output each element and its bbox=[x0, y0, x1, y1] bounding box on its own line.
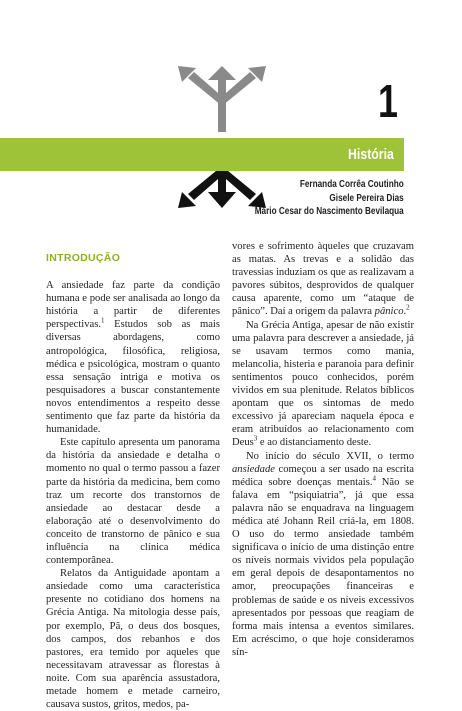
paragraph: No início do século XVII, o termo ansiedade começou a ser usado na escrita médica sobre doenças mentais.$^4$ Não se falava em “psiquiatria”, já que essa palavra não se enquadrava na linguagem médica até Johann Reil criá-la, em 1808. O uso do termo ansiedade também significava o início de uma distinção entre os níveis normais vividos pela população em geral depois de desapontamentos no amor, preocupações financeiras e problemas de saúde e os níveis excessivos apresentados por pessoas que reagiam de forma mais intensa a eventos similares. Em acréscimo, o que hoje consideramos sín- bbox=[232, 450, 414, 658]
left-column bbox=[46, 252, 220, 711]
author-name: Gisele Pereira Dias bbox=[329, 192, 404, 204]
chapter-title: História bbox=[348, 146, 394, 163]
paragraph: Na Grécia Antiga, apesar de não existir uma palavra para descrever a ansiedade, já se usavam termos como mania, melancolia, histeria e paranoia para definir sentimentos pouco conhecidos, porém vividos em sua plenitude. Relatos bíblicos apontam que os sintomas de medo excessivo já apareciam naquela época e eram atribuídos ao relacionamento com Deus$^3$ e ao distanciamento deste. bbox=[232, 319, 414, 449]
section-heading: INTRODUÇÃO bbox=[46, 252, 121, 264]
authors-list bbox=[222, 178, 404, 219]
paragraph: Relatos da Antiguidade apontam a ansiedade como uma característica presente no cotidiano dos homens na Grécia Antiga. Na mitologia desse país, por exemplo, Pã, o deus dos bosques, dos campos, dos rebanhos e dos pastores, era temido por aqueles que necessitavam atravessar as florestas à noite. Com sua aparência assustadora, metade homem e metade carneiro, causava sustos, gritos, medos, pa- bbox=[46, 568, 220, 711]
right-column bbox=[232, 240, 414, 659]
author-name: Mário Cesar do Nascimento Bevilaqua bbox=[254, 206, 404, 218]
author-name: Fernanda Corrêa Coutinho bbox=[300, 179, 404, 190]
chapter-number: 1 bbox=[378, 75, 398, 127]
paragraph: A ansiedade faz parte da condição humana e pode ser analisada ao longo da história a partir de diferentes perspectivas.$^1$ Estudos sob as mais diversas abordagens, como antropológica, filosófica, religiosa, médica e psicológica, mostram o quanto essa sensação intriga e motiva os pesquisadores a buscar constantemente novos entendimentos a respeito desse sentimento que faz parte da história da humanidade. bbox=[46, 280, 220, 436]
paragraph: vores e sofrimento àqueles que cruzavam as matas. As trevas e a solidão das travessias induziam os que as realizavam a pavores súbitos, desprovidos de qualquer causa aparente, como um “ataque de pânico”. Daí a origem da palavra pânico.$^2$ bbox=[232, 241, 414, 318]
paragraph: Este capítulo apresenta um panorama da história da ansiedade e detalha o momento no qual o termo passou a fazer parte da história da medicina, bem como traz um recorte dos transtornos de ansiedade ao destacar desde a elaboração até o desenvolvimento do conceito de transtorno de pânico e sua influência na clínica médica contemporânea. bbox=[46, 437, 220, 567]
chapter-title-band bbox=[0, 138, 404, 171]
